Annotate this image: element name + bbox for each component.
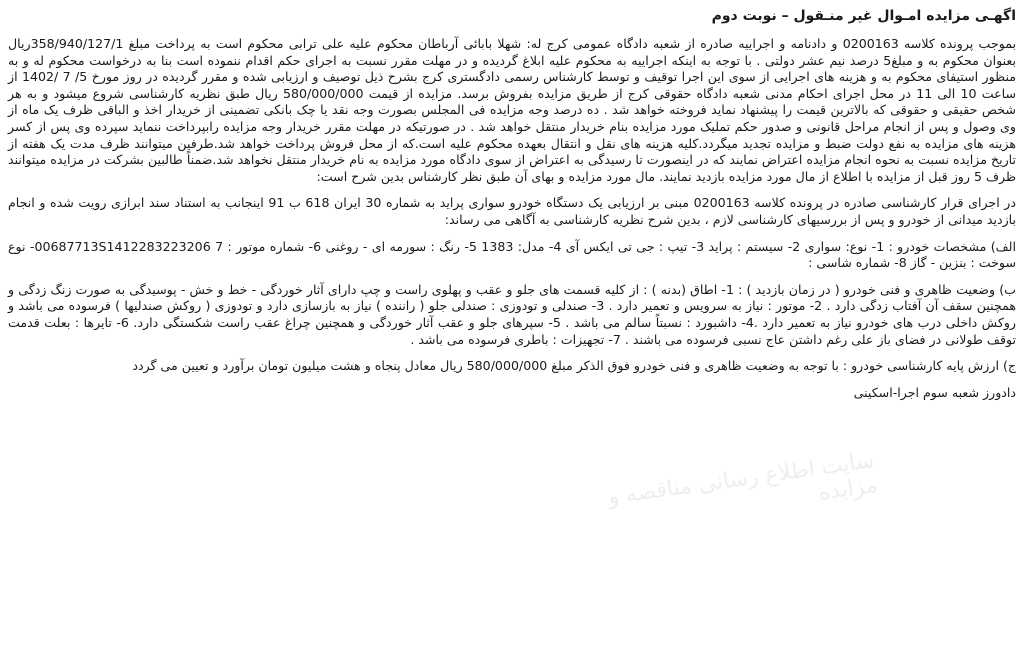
paragraph-vehicle-condition: ب) وضعیت ظاهری و فنی خودرو ( در زمان بازدید ) : 1- اطاق (بدنه ) : از کلیه قسمت های جلو و عقب و پهلوی راست و چپ دارای آثار خوردگی - خط و خش - پوسیدگی به صورت زنگ زدگی و همچنین سقف آن آفتاب زدگی دارد . 2- موتور : نیاز به سرویس و تعمیر دارد . 3- صندلی و تودوزی : صندلی جلو ( راننده ) نیاز به بازسازی دارد و تودوزی ( روکش صندلیها ) فرسوده می باشد و روکش داخلی درب های خودرو نیاز به تعمیر دارد .4- داشبورد : نسبتاً سالم می باشد . 5- سپرهای جلو و عقب آثار خوردگی و همچنین چراغ عقب راست شکستگی دارد. 6- تایرها : بعلت قدمت توقف طولانی در فضای باز علی رغم داشتن عاج نسبی فرسوده می باشند . 7- تجهیزات : باطری فرسوده می باشد . [8,281,1016,347]
paragraph-base-value: ج) ارزش پایه کارشناسی خودرو : با توجه به وضعیت ظاهری و فنی خودرو فوق الذکر مبلغ 580/000/000 ریال معادل پنجاه و هشت میلیون تومان برآورد و تعیین می گردد [132,358,1016,374]
paragraph-vehicle-specs: الف) مشخصات خودرو : 1- نوع: سواری 2- سیستم : پراید 3- تیپ : جی تی ایکس آی 4- مدل: 1383 5- رنگ : سورمه ای - روغنی 6- شماره موتور : 00687713S1412283223206 7- نوع سوخت : بنزین - گاز 8- شماره شاسی : [8,238,1016,271]
paragraph-main: بموجب پرونده کلاسه 0200163 و دادنامه و اجراییه صادره از شعبه دادگاه عمومی کرج له: شهلا بابائی آرباطان محکوم علیه علی ترابی محکوم است به پرداخت مبلغ 358/940/127/1ریال بعنوان محکوم به و مبلغ5 درصد نیم عشر دولتی . با توجه به اینکه اجراییه به محکوم علیه ابلاغ گردیده و در مهلت مقرر نسبت به اجرای حکم اقدام ننموده است بنا به درخواست محکوم له و به منظور استیفای محکوم به و هزینه های اجرایی از سوی این اجرا توقیف و توسط کارشناس رسمی دادگستری کرج بشرح ذیل توصیف و ارزیابی شده و مقرر گردیده در روز مورخ 5/ 7 /1402 از ساعت 10 الی 11 در محل اجرای احکام مدنی شعبه دادگاه حقوقی کرج از طریق مزایده بفروش برسد. مزایده از قیمت 580/000/000 ریال طبق نظریه کارشناسی شروع میشود و به هر شخص حقیقی و حقوقی که بالاترین قیمت را پیشنهاد نماید فروخته خواهد شد . ده درصد وجه مزایده فی المجلس بصورت وجه نقد یا چک بانکی تضمینی از خریدار اخذ و الباقی ظرف یک ماه از وی وصول و پس از انجام مراحل قانونی و صدور حکم تملیک مورد مزایده بنام خریدار منتقل خواهد شد . در صورتیکه در مهلت مقرر خریدار وجه مزایده رابپرداخت ننماید سپرده وی پس از کسر هزینه های مزایده به نفع دولت ضبط و مزایده تجدید میگردد.کلیه هزینه های نقل و انتقال بعهده محکوم علیه است.که از محل فروش پرداخت خواهد شد.طرفین میتوانند ظرف مدت یک هفته از تاریخ مزایده نسبت به نحوه انجام مزایده اعتراض نمایند که در اینصورت تا رسیدگی به اعتراض از سوی دادگاه مورد مزایده به نام خریدار منتقل نخواهد شد.ضمناً طالبین بشرکت در مزایده میتوانند ظرف 5 روز قبل از مزایده با اطلاع از مال مورد مزایده بازدید نمایند. مال مورد مزایده و بهای آن طبق نظر کارشناس بدین شرح است: [8,36,1016,184]
watermark: سایت اطلاع رسانی مناقصه و مزایده [606,448,880,511]
signature: دادورز شعبه سوم اجرا-اسکینی [853,384,1016,400]
notice-title: اگهـی مزایده امـوال غیر منـقول – نوبت دوم [711,8,1016,24]
paragraph-expert-intro: در اجرای قرار کارشناسی صادره در پرونده کلاسه 0200163 مبنی بر ارزیابی یک دستگاه خودرو سواری پراید به شماره 30 ایران 618 ب 91 اینجانب به استناد سند ابرازی رویت شده و انجام بازدید میدانی از خودرو و پس از بررسیهای کارشناسی لازم ، بدین شرح نظریه کارشناسی به آگاهی می رساند: [8,195,1016,227]
